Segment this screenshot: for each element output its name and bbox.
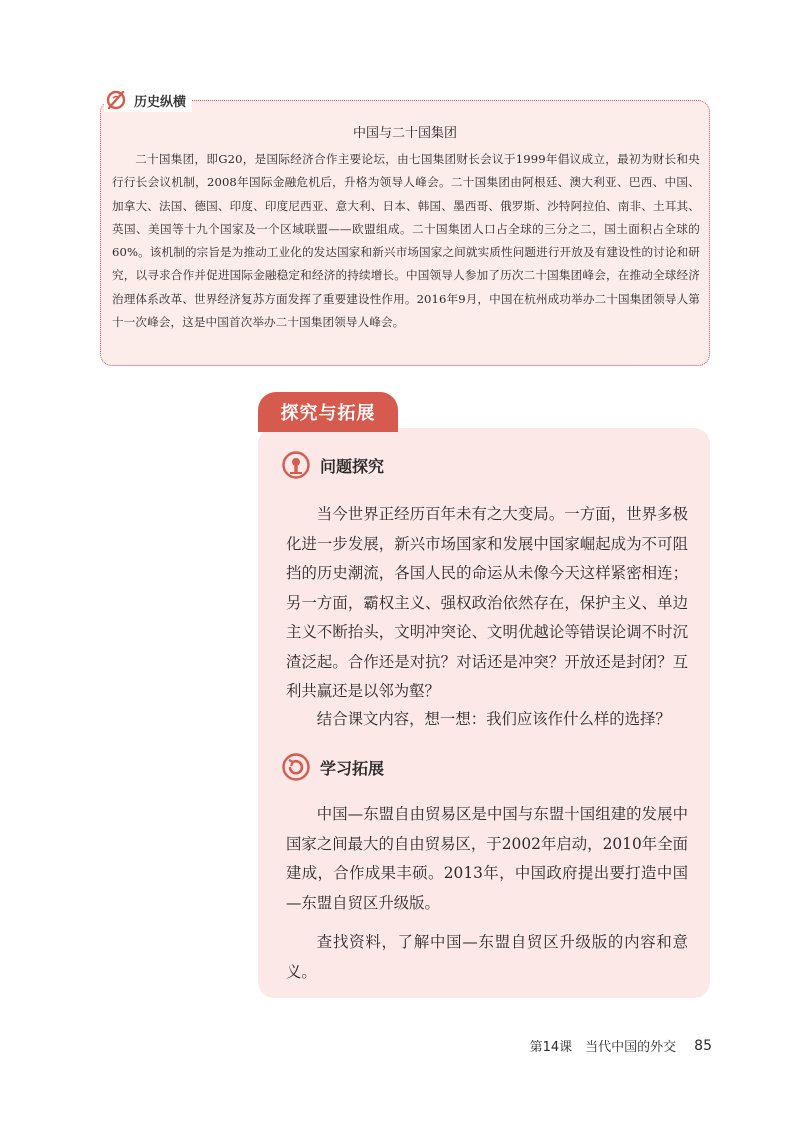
- history-label: 历史纵横: [134, 94, 187, 110]
- question-prompt: 结合课文内容，想一想：我们应该作什么样的选择？: [316, 710, 671, 728]
- question-heading: [282, 450, 384, 480]
- history-icon: [104, 88, 128, 112]
- page-footer: [530, 1036, 712, 1055]
- page-number: 85: [694, 1037, 712, 1054]
- study-label: 学习拓展: [320, 758, 385, 778]
- study-icon: [282, 753, 310, 781]
- history-heading: [104, 88, 192, 112]
- question-paragraph: 当今世界正经历百年未有之大变局。一方面，世界多极化进一步发展，新兴市场国家和发展中国家崛起成为不可阻挡的历史潮流，各国人民的命运从未像今天这样紧密相连；另一方面，霸权主义、强权政治依然存在，保护主义、单边主义不断抬头，文明冲突论、文明优越论等错误论调不时沉渣泛起。合作还是对抗？对话还是冲突？开放还是封闭？互利共赢还是以邻为壑？: [286, 505, 688, 700]
- study-prompt: 查找资料，了解中国—东盟自贸区升级版的内容和意义。: [286, 933, 688, 981]
- explore-tab-label: 探究与拓展: [280, 403, 376, 424]
- study-heading: [282, 752, 384, 782]
- question-icon: [282, 451, 310, 479]
- explore-tab: [258, 392, 398, 432]
- history-body: 二十国集团，即G20，是国际经济合作主要论坛，由七国集团财长会议于1999年倡议成立，最初为财长和央行行长会议机制，2008年国际金融危机后，升格为领导人峰会。二十国集团由阿根廷、澳大利亚、巴西、中国、加拿大、法国、德国、印度、印度尼西亚、意大利、日本、韩国、墨西哥、俄罗斯、沙特阿拉伯、南非、土耳其、英国、美国等十九个国家及一个区域联盟——欧盟组成。二十国集团人口占全球的三分之二，国土面积占全球的60%。该机制的宗旨是为推动工业化的发达国家和新兴市场国家之间就实质性问题进行开放及有建设性的讨论和研究，以寻求合作并促进国际金融稳定和经济的持续增长。中国领导人参加了历次二十国集团峰会，在推动全球经济治理体系改革、世界经济复苏方面发挥了重要建设性作用。2016年9月，中国在杭州成功举办二十国集团领导人第十一次峰会，这是中国首次举办二十国集团领导人峰会。: [112, 152, 700, 330]
- history-title: 中国与二十国集团: [352, 126, 457, 141]
- lesson-title: 第14课 当代中国的外交: [529, 1040, 677, 1055]
- study-paragraph: 中国—东盟自由贸易区是中国与东盟十国组建的发展中国家之间最大的自由贸易区，于2002年启动，2010年全面建成，合作成果丰硕。2013年，中国政府提出要打造中国—东盟自贸区升级版。: [286, 805, 688, 912]
- question-label: 问题探究: [320, 456, 385, 476]
